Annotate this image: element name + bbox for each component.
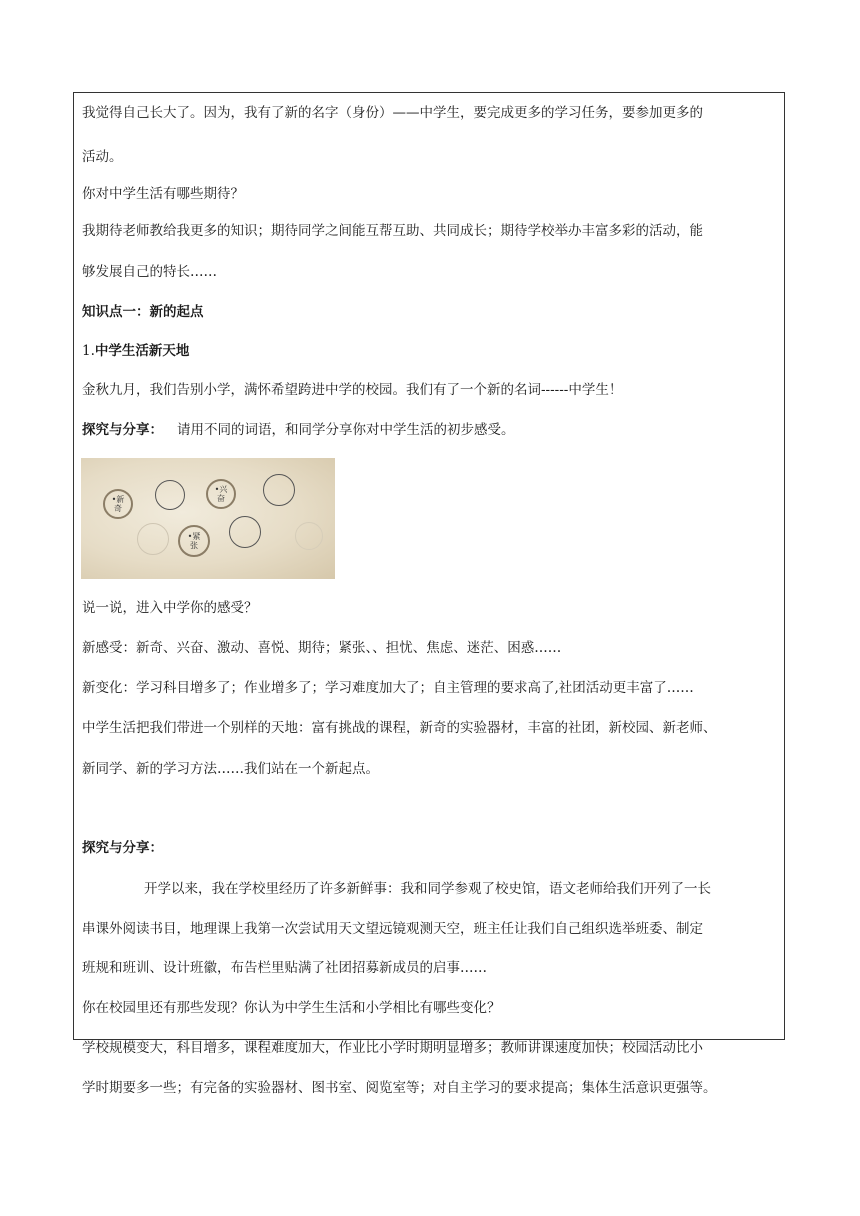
explore-line — [82, 420, 782, 440]
text-line: 我觉得自己长大了。因为，我有了新的名字（身份）——中学生，要完成更多的学习任务，要参加更多的 — [82, 105, 703, 121]
intro-line: 金秋九月，我们告别小学，满怀希望跨进中学的校园。我们有了一个新的名词------中学生！ — [82, 382, 623, 398]
story-line: 开学以来，我在学校里经历了许多新鲜事：我和同学参观了校史馆，语文老师给我们开列了一长 — [144, 881, 711, 897]
empty-circle — [229, 516, 261, 548]
word-label: •兴 奋 — [214, 485, 228, 503]
faint-circle — [295, 522, 323, 550]
faint-circle — [137, 523, 169, 555]
text-line: 活动。 — [82, 149, 123, 165]
empty-circle — [263, 474, 295, 506]
changes-line: 新变化：学习科目增多了；作业增多了；学习难度加大了；自主管理的要求高了,社团活动更丰富了…… — [82, 680, 694, 696]
explore-label: 探究与分享： — [82, 840, 163, 856]
feelings-line: 新感受：新奇、兴奋、激动、喜悦、期待；紧张、、担忧、焦虑、迷茫、困惑…… — [82, 640, 562, 656]
explore-label: 探究与分享： — [82, 422, 163, 438]
subsection-number: 1. — [82, 343, 95, 359]
question-line: 你对中学生活有哪些期待？ — [82, 186, 244, 202]
word-label: •紧 张 — [187, 532, 201, 550]
text-line: 够发展自己的特长…… — [82, 264, 217, 280]
empty-circle — [155, 480, 185, 510]
word-label: •新 奇 — [111, 495, 125, 513]
subsection-heading — [82, 341, 782, 361]
explore-text: 请用不同的词语，和同学分享你对中学生活的初步感受。 — [177, 422, 515, 438]
text-line: 我期待老师教给我更多的知识；期待同学之间能互帮互助、共同成长；期待学校举办丰富多彩的活动，能 — [82, 223, 703, 239]
answer-line: 学校规模变大，科目增多，课程难度加大，作业比小学时期明显增多；教师讲课速度加快；校园活动比小 — [82, 1040, 703, 1056]
section-title: 知识点一：新的起点 — [82, 304, 204, 320]
story-line: 串课外阅读书目，地理课上我第一次尝试用天文望远镜观测天空，班主任让我们自己组织选举班委、制定 — [82, 921, 703, 937]
prompt-line: 说一说，进入中学你的感受？ — [82, 600, 258, 616]
word-circle — [206, 479, 236, 509]
word-circle — [178, 525, 210, 557]
answer-line: 学时期要多一些；有完备的实验器材、图书室、阅览室等；对自主学习的要求提高；集体生活意识更强等。 — [82, 1080, 717, 1096]
word-circle — [103, 489, 133, 519]
summary-line: 新同学、新的学习方法……我们站在一个新起点。 — [82, 761, 379, 777]
summary-line: 中学生活把我们带进一个别样的天地：富有挑战的课程，新奇的实验器材，丰富的社团，新校园、新老师、 — [82, 720, 717, 736]
subsection-title: 中学生活新天地 — [94, 343, 190, 359]
question-line: 你在校园里还有那些发现？你认为中学生生活和小学相比有哪些变化？ — [82, 1000, 501, 1016]
feelings-image — [81, 458, 335, 579]
story-line: 班规和班训、设计班徽，布告栏里贴满了社团招募新成员的启事…… — [82, 960, 487, 976]
